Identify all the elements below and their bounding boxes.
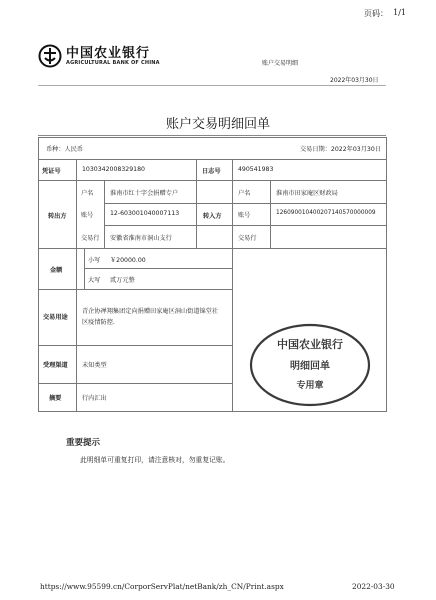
amount-upper-value: 贰万元整 [110, 277, 135, 284]
voucher-number: 1030342008329180 [82, 166, 145, 173]
header-title: 账户交易明细 [262, 60, 299, 67]
out-bank-label: 交易行 [81, 235, 100, 242]
journal-label: 日志号 [202, 168, 221, 175]
footer-date: 2022-03-30 [352, 582, 395, 591]
transfer-out-label: 转出方 [48, 213, 67, 220]
header-date: 2022年03月30日 [330, 77, 379, 84]
summary-label: 摘要 [49, 395, 62, 402]
in-account-no: 126090010400207140570000009 [276, 210, 376, 216]
out-account-name-label: 户名 [81, 190, 94, 197]
stamp-line3: 专用章 [296, 381, 324, 391]
summary-value: 行内汇出 [82, 395, 107, 402]
purpose-label: 交易用途 [43, 314, 68, 321]
amount-upper-label: 大写 [88, 277, 101, 284]
out-account-no: 12-603001040007113 [110, 210, 180, 217]
amount-lower-label: 小写 [88, 257, 101, 264]
stamp-line2: 明细回单 [290, 361, 330, 372]
out-account-no-label: 账号 [81, 212, 94, 219]
transfer-in-label: 转入方 [203, 213, 222, 220]
title-divider [38, 135, 386, 136]
document-title: 账户交易明细回单 [165, 117, 270, 132]
channel-value: 未知类型 [82, 362, 107, 369]
out-bank: 安徽省淮南市洞山支行 [110, 235, 172, 242]
trade-date: 交易日期：2022年03月30日 [300, 146, 381, 153]
out-account-name: 淮南市红十字会捐赠专户 [110, 190, 179, 197]
bank-logo-icon [38, 44, 62, 68]
bank-name-en: AGRICULTURAL BANK OF CHINA [66, 60, 160, 66]
journal-number: 490541983 [238, 166, 274, 173]
footer-url: https://www.95599.cn/CorporServPlat/netBank/zh_CN/Print.aspx [40, 582, 284, 591]
bank-name-cn: 中国农业银行 [66, 46, 151, 61]
official-stamp [248, 322, 372, 408]
notice-heading: 重要提示 [66, 438, 101, 448]
notice-text: 此明细单可重复打印，请注意核对，勿重复记账。 [80, 456, 230, 464]
header-divider [38, 85, 386, 86]
in-bank-label: 交易行 [238, 235, 257, 242]
amount-lower-value: ￥20000.00 [110, 257, 146, 264]
page-label: 页码： [364, 9, 388, 18]
voucher-label: 凭证号 [42, 168, 61, 175]
in-account-name-label: 户名 [238, 190, 251, 197]
purpose-value-line2: 区疫情防控. [82, 319, 115, 326]
amount-label: 金额 [50, 267, 63, 274]
channel-label: 受理渠道 [43, 362, 68, 369]
page-number: 1/1 [393, 8, 406, 17]
purpose-value-line1: 青企协禅翔集团定向捐赠田家庵区洞山街道锦堂社 [82, 308, 219, 315]
stamp-line1: 中国农业银行 [277, 338, 343, 351]
in-account-no-label: 账号 [238, 212, 251, 219]
currency: 币种：人民币 [46, 146, 84, 153]
in-account-name: 淮南市田家庵区财政局 [276, 190, 338, 197]
